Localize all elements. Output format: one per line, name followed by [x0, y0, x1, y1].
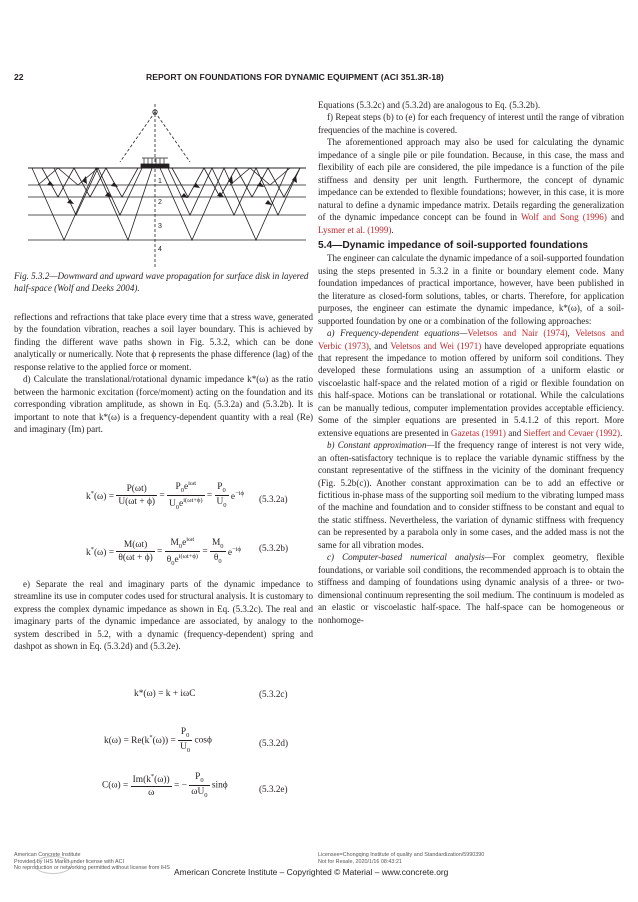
- paragraph: e) Separate the real and imaginary parts of the dynamic impedance to streamline its use in computer codes used for structural analysis. It is customary to express the complex dynamic impedance as shown in Eq. (5.3.2c). The real and imaginary parts of the dynamic impedance are associated, by analogy to the system described in 5.2, with a dynamic (frequency-dependent) spring and dashpot as shown in Eq. (5.3.2d) and (5.3.2e).: [14, 579, 313, 652]
- layer-label-3: 3: [158, 223, 162, 230]
- paragraph: reflections and refractions that take place every time that a stress wave, generated by the foundation vibration, reaches a soil layer boundary. This is achieved by finding the different wave paths shown in Fig. 5.3.2, which can be done analytically or numerically. Note that ϕ represents the phase difference (lag) of the response relative to the applied force or moment.: [14, 312, 313, 372]
- equation-5-3-2a: k*(ω) = $\frac{P(\omega t)}{U(\omega t + \phi)}$ = $\frac{P_0e^{i\omega t}}{U_0e^{i(\omega t+\phi)}}$ = $\frac{P_0}{U_0}$ $e^{-i\phi}$: [86, 480, 244, 511]
- equation-5-3-2e: C(ω) = $\frac{Im(k^*(\omega))}{\omega}$ = − $\frac{P_0}{\omega U_0}$ sinϕ: [102, 772, 228, 799]
- paragraph: The aforementioned approach may also be used for calculating the dynamic impedance of a single pile or pile foundation. Because, in this case, the mass and flexibility of each pile are considered, the pile impedance is a function of the pile stiffness and density per unit length. Furthermore, the concept of dynamic impedance can be extended to flexible foundations; however, in this case, it is more natural to define a dynamic impedance matrix. Details regarding the generalization of the dynamic impedance concept can be found in Wolf and Song (1996) and Lysmer et al. (1999).: [318, 137, 625, 235]
- layer-label-4: 4: [158, 246, 162, 253]
- equation-number: (5.3.2b): [259, 543, 289, 553]
- paragraph: a) Frequency-dependent equations—Veletsos and Nair (1974), Veletsos and Verbic (1973), and Veletsos and Wei (1971) have developed appropriate equations that represent the impedance to motion offered by uniform soil conditions. They developed these formulations using an assumption of a uniform elastic or viscoelastic half-space and the related motion of a rigid or flexible foundation on this half-space. Motions can be translational or rotational. While the calculations can be manually tedious, computer implementation provides acceptable efficiency. Some of the simpler equations are presented in 5.4.1.2 of this report. More extensive equations are presented in Gazetas (1991) and Sieffert and Cevaer (1992).: [318, 328, 624, 438]
- paragraph: f) Repeat steps (b) to (e) for each frequency of interest until the range of vibration frequencies of the machine is covered.: [318, 112, 624, 135]
- paragraph: The engineer can calculate the dynamic impedance of a soil-supported foundation using the steps presented in 5.3.2 in a finite or boundary element code. Many foundation impedances of practical importance, however, have been published in the literature as closed-form solutions, tables, or charts. Therefore, for application purposes, the engineer can estimate the dynamic impedance, k*(ω), of a soil-supported foundation by one or a combination of the following approaches:: [318, 253, 624, 326]
- aci-logo-icon: [34, 856, 72, 874]
- equation-number: (5.3.2e): [259, 784, 288, 794]
- page-number: 22: [14, 72, 24, 82]
- footer-left: American Concrete Institute Provided by IHS Markit under license with ACI No reproduction or networking permitted without license from IHS: [14, 852, 170, 872]
- figure-caption: Fig. 5.3.2—Downward and upward wave propagation for surface disk in layered half-space (Wolf and Deeks 2004).: [14, 271, 309, 294]
- reference-link[interactable]: Veletsos and Wei (1971): [390, 340, 482, 351]
- equation-5-3-2b: k*(ω) = $\frac{M(\omega t)}{\theta(\omega t + \phi)}$ = $\frac{M_0e^{i\omega t}}{\theta_0e^{i(\omega t+\phi)}}$ = $\frac{M_0}{\theta_0}$ $e^{-i\phi}$: [86, 536, 241, 567]
- left-column-top: [14, 311, 313, 436]
- equation-5-3-2d: k(ω) = Re(k*(ω)) = $\frac{P_0}{U_0}$ cosϕ: [104, 727, 212, 754]
- layer-label-2: 2: [158, 199, 162, 206]
- paragraph: c) Computer-based numerical analysis—For complex geometry, flexible foundations, or variable soil conditions, the recommended approach is to obtain the stiffness and damping of foundations using dynamic analysis of a three- or two-dimensional continuum representing the soil medium. The continuum is modeled as an elastic or viscoelastic half-space. The half-space can be homogeneous or nonhomoge-: [318, 552, 624, 625]
- reference-link[interactable]: Gazetas (1991): [450, 427, 506, 438]
- right-column: [318, 99, 624, 626]
- running-header: REPORT ON FOUNDATIONS FOR DYNAMIC EQUIPMENT (ACI 351.3R-18): [146, 72, 444, 82]
- paragraph: Equations (5.3.2c) and (5.3.2d) are analogous to Eq. (5.3.2b).: [318, 100, 541, 110]
- footer-center: American Concrete Institute – Copyrighted © Material – www.concrete.org: [174, 867, 449, 877]
- layer-label-1: 1: [158, 178, 162, 185]
- paragraph: d) Calculate the translational/rotational dynamic impedance k*(ω) as the ratio between the harmonic excitation (force/moment) acting on the foundation and its corresponding vibration amplitude, as shown in Eq. (5.3.2a) and (5.3.2b). It is important to note that k*(ω) is a frequency-dependent quantity with a real (Re) and imaginary (Im) part.: [14, 374, 313, 435]
- reference-link[interactable]: Wolf and Song (1996): [520, 212, 607, 223]
- paragraph: b) Constant approximation—If the frequency range of interest is not very wide, an often-satisfactory technique is to replace the variable dynamic stiffness by the constant representative of the stiffness in the vicinity of the dominant frequency (Fig. 5.2b(c)). Another constant approximation can be to add an effective or fictitious in-phase mass of the supporting soil medium to the vibrating lumped mass of the machine and foundation and to consider stiffness to be constant and equal to the static stiffness. Nevertheless, the variation of dynamic stiffness with frequency can be represented by a parabola only in some cases, and the added mass is not the same for all vibration modes.: [318, 440, 625, 550]
- left-column-bottom: [14, 578, 313, 653]
- wave-propagation-figure: [24, 100, 310, 272]
- reference-link[interactable]: Lysmer et al. (1999): [318, 224, 392, 235]
- footer-right: Licensee=Chongqing Institute of quality and Standardization/5990390 Not for Resale, 2020/1/16 08:43:21: [318, 852, 485, 865]
- reference-link[interactable]: Sieffert and Cevaer (1992): [523, 427, 621, 438]
- reference-link[interactable]: Veletsos and Verbic (1973): [318, 328, 624, 351]
- section-heading: 5.4—Dynamic impedance of soil-supported foundations: [318, 239, 589, 251]
- equation-5-3-2c: k*(ω) = k + iωC: [134, 689, 196, 699]
- equation-number: (5.3.2c): [259, 689, 288, 699]
- reference-link[interactable]: Veletsos and Nair (1974): [467, 328, 568, 339]
- equation-number: (5.3.2a): [259, 494, 288, 504]
- equation-number: (5.3.2d): [259, 738, 289, 748]
